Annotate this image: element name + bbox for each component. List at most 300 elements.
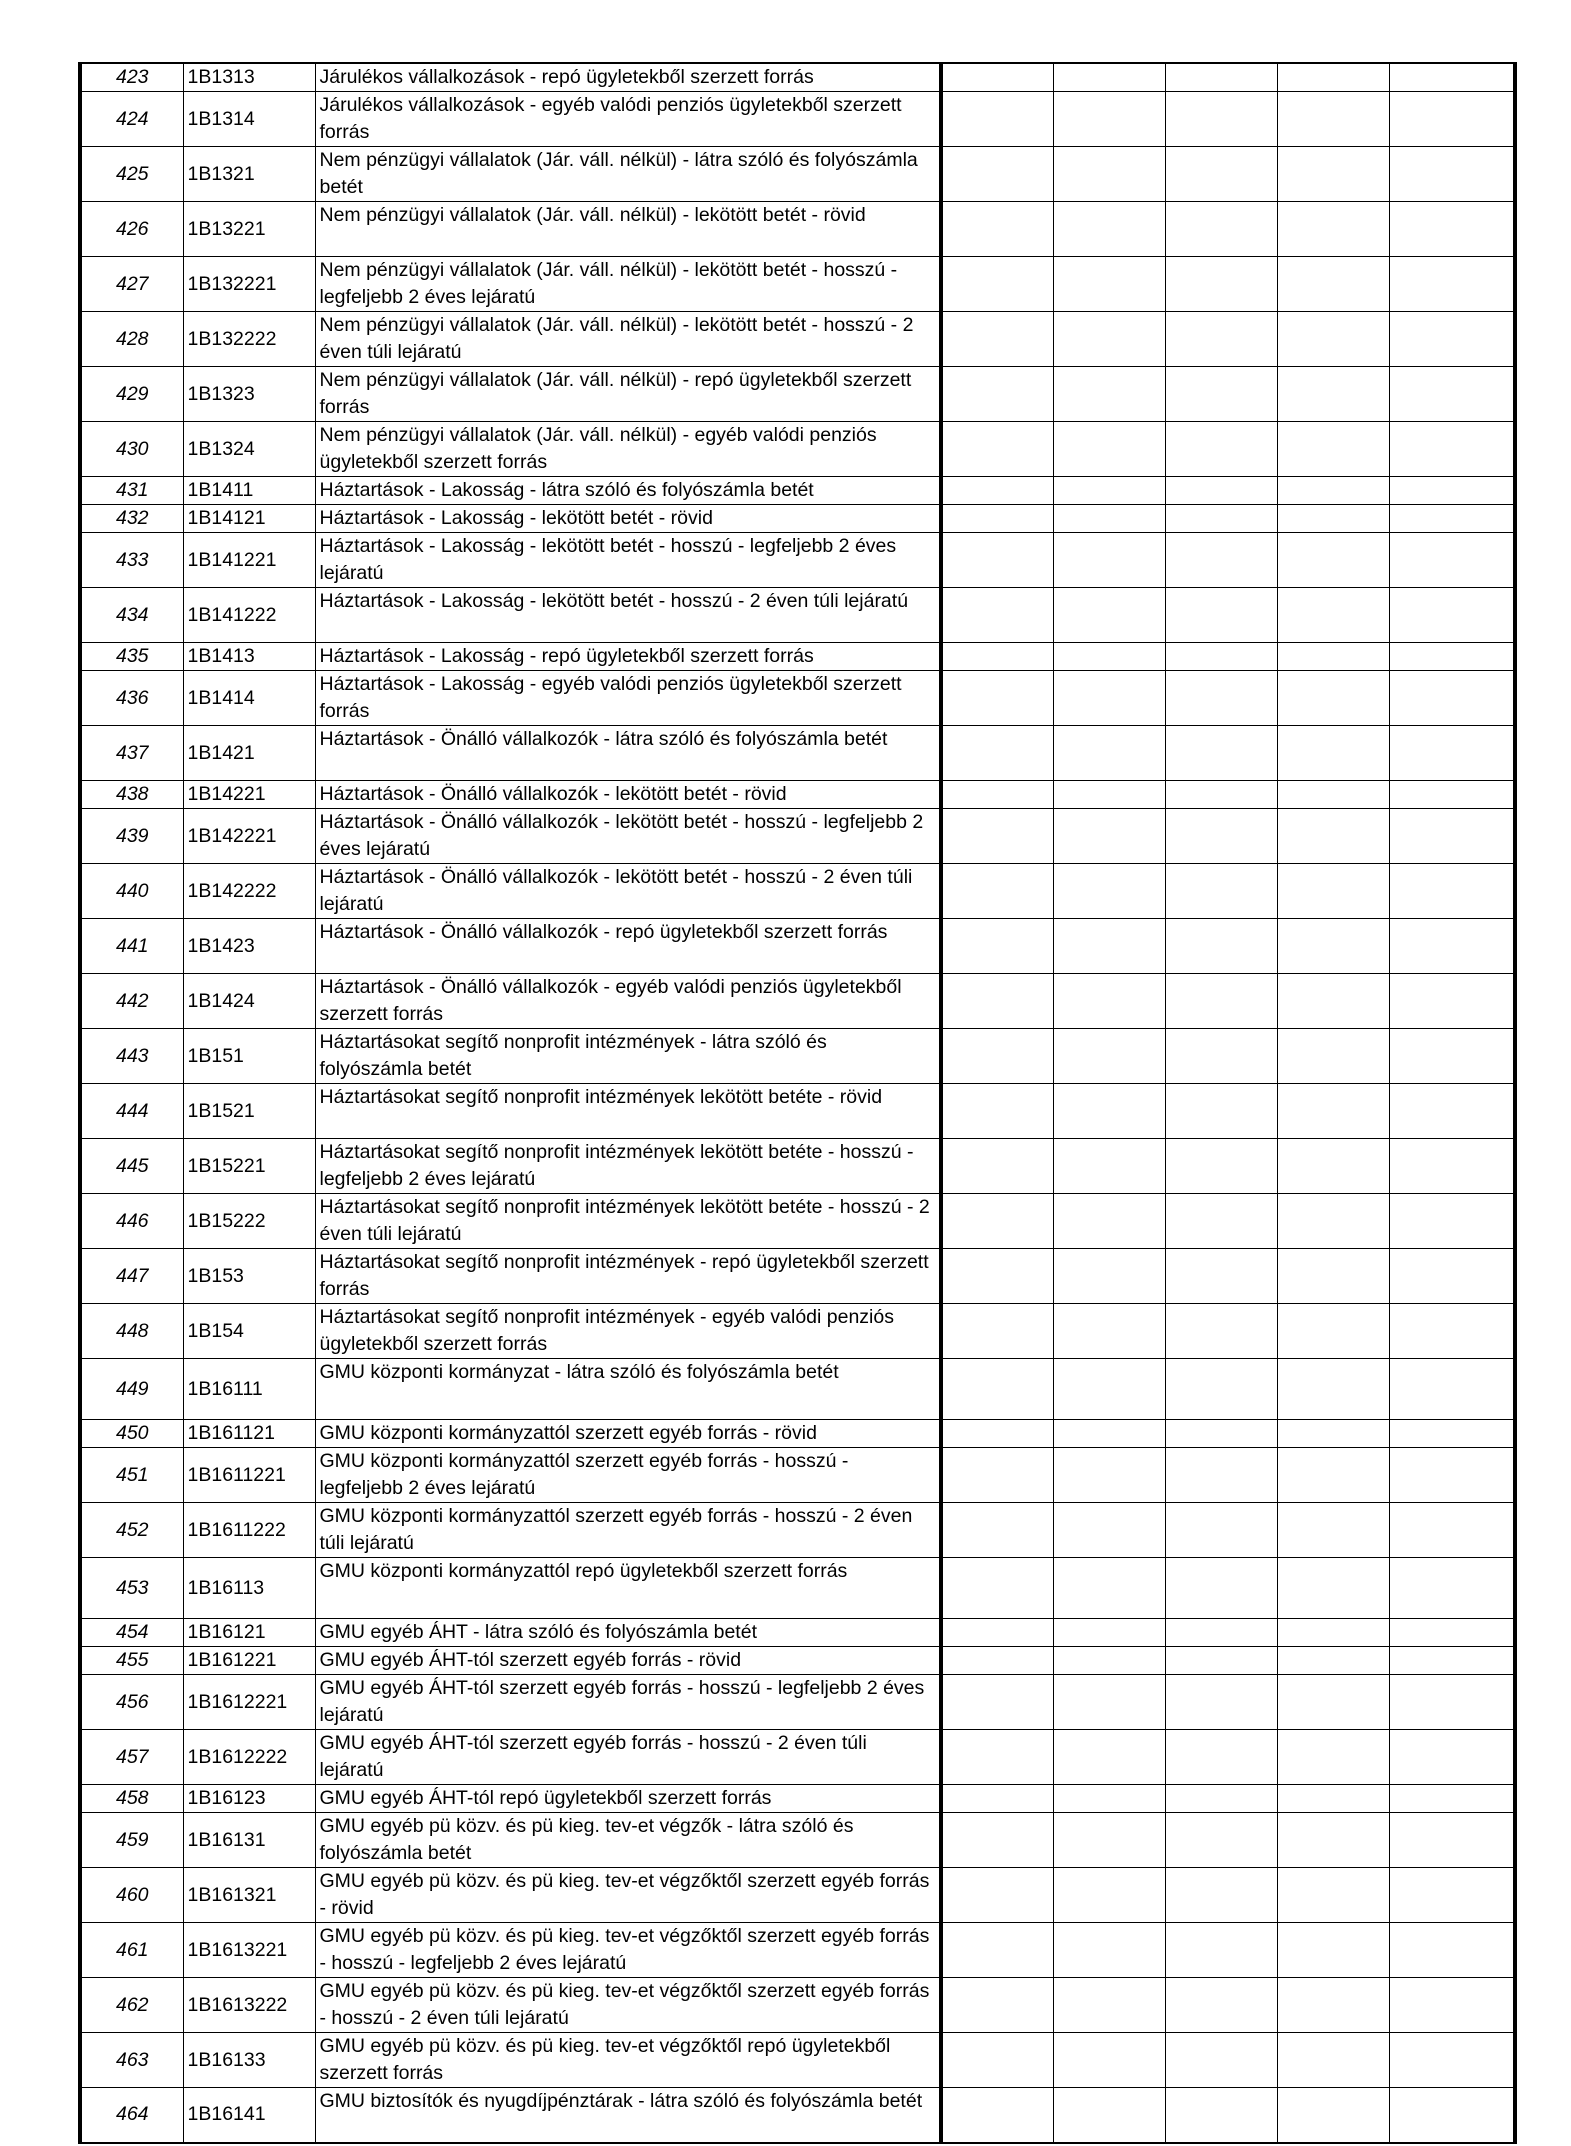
value-cell[interactable] [1389,781,1515,809]
value-cell[interactable] [1389,422,1515,477]
row-code: 1B16131 [183,1813,315,1868]
row-code: 1B16113 [183,1558,315,1619]
value-cell[interactable] [1165,1194,1277,1249]
row-code: 1B1613222 [183,1978,315,2033]
value-cell[interactable] [941,1503,1053,1558]
row-description: Háztartások - Önálló vállalkozók - lekötött betét - hosszú - 2 éven túli lejáratú [315,864,941,919]
value-cell[interactable] [1389,1420,1515,1448]
value-cell[interactable] [1277,533,1389,588]
value-cell[interactable] [941,202,1053,257]
value-cell[interactable] [1277,1619,1389,1647]
value-cell[interactable] [1389,1923,1515,1978]
value-cell[interactable] [941,974,1053,1029]
value-cell[interactable] [1165,588,1277,643]
row-number: 431 [80,477,183,505]
value-cell[interactable] [1165,202,1277,257]
value-cell[interactable] [1389,1448,1515,1503]
value-cell[interactable] [1053,974,1165,1029]
row-description: Háztartásokat segítő nonprofit intézmények lekötött betéte - rövid [315,1084,941,1139]
value-cell[interactable] [1053,809,1165,864]
value-cell[interactable] [1277,367,1389,422]
row-number: 442 [80,974,183,1029]
value-cell[interactable] [941,781,1053,809]
value-cell[interactable] [941,2033,1053,2088]
row-code: 1B1612221 [183,1675,315,1730]
table-row [80,1619,1515,1647]
value-cell[interactable] [1053,505,1165,533]
value-cell[interactable] [1165,312,1277,367]
value-cell[interactable] [1165,1359,1277,1420]
row-number: 423 [80,63,183,92]
value-cell[interactable] [1389,671,1515,726]
row-number: 425 [80,147,183,202]
value-cell[interactable] [1277,781,1389,809]
value-cell[interactable] [1277,147,1389,202]
value-cell[interactable] [1389,1084,1515,1139]
value-cell[interactable] [1389,919,1515,974]
value-cell[interactable] [1277,1194,1389,1249]
value-cell[interactable] [941,1923,1053,1978]
value-cell[interactable] [1389,588,1515,643]
table-row [80,1194,1515,1249]
value-cell[interactable] [1277,1813,1389,1868]
value-cell[interactable] [941,2088,1053,2143]
table-row [80,588,1515,643]
value-cell[interactable] [1053,1978,1165,2033]
value-cell[interactable] [941,1420,1053,1448]
value-cell[interactable] [1165,809,1277,864]
value-cell[interactable] [1165,671,1277,726]
row-description: Nem pénzügyi vállalatok (Jár. váll. nélkül) - látra szóló és folyószámla betét [315,147,941,202]
row-description: Háztartások - Lakosság - lekötött betét - rövid [315,505,941,533]
value-cell[interactable] [941,1868,1053,1923]
value-cell[interactable] [1053,1448,1165,1503]
value-cell[interactable] [1053,1813,1165,1868]
value-cell[interactable] [1165,781,1277,809]
value-cell[interactable] [1165,643,1277,671]
value-cell[interactable] [941,477,1053,505]
value-cell[interactable] [1165,63,1277,92]
row-number: 448 [80,1304,183,1359]
value-cell[interactable] [1277,671,1389,726]
value-cell[interactable] [1053,92,1165,147]
value-cell[interactable] [1053,1619,1165,1647]
value-cell[interactable] [1053,63,1165,92]
value-cell[interactable] [1389,202,1515,257]
value-cell[interactable] [941,671,1053,726]
table-row [80,864,1515,919]
value-cell[interactable] [1165,1558,1277,1619]
value-cell[interactable] [1277,1139,1389,1194]
value-cell[interactable] [1389,1029,1515,1084]
row-code: 1B13221 [183,202,315,257]
row-number: 460 [80,1868,183,1923]
value-cell[interactable] [1165,367,1277,422]
value-cell[interactable] [1165,2088,1277,2143]
row-number: 463 [80,2033,183,2088]
value-cell[interactable] [1277,1420,1389,1448]
value-cell[interactable] [941,312,1053,367]
value-cell[interactable] [941,1730,1053,1785]
value-cell[interactable] [941,588,1053,643]
row-description: GMU egyéb ÁHT - látra szóló és folyószámla betét [315,1619,941,1647]
value-cell[interactable] [1165,1503,1277,1558]
value-cell[interactable] [941,257,1053,312]
row-code: 1B154 [183,1304,315,1359]
value-cell[interactable] [1165,864,1277,919]
row-code: 1B161121 [183,1420,315,1448]
value-cell[interactable] [1277,1029,1389,1084]
value-cell[interactable] [941,1029,1053,1084]
value-cell[interactable] [1053,919,1165,974]
value-cell[interactable] [1053,1249,1165,1304]
table-row [80,974,1515,1029]
value-cell[interactable] [1053,147,1165,202]
value-cell[interactable] [1053,1029,1165,1084]
row-code: 1B16133 [183,2033,315,2088]
row-description: Háztartások - Lakosság - repó ügyletekből szerzett forrás [315,643,941,671]
value-cell[interactable] [1165,919,1277,974]
row-description: Nem pénzügyi vállalatok (Jár. váll. nélkül) - lekötött betét - rövid [315,202,941,257]
table-row [80,92,1515,147]
value-cell[interactable] [1053,643,1165,671]
value-cell[interactable] [1053,1868,1165,1923]
row-code: 1B1613221 [183,1923,315,1978]
value-cell[interactable] [1389,257,1515,312]
row-description: Háztartások - Önálló vállalkozók - egyéb valódi penziós ügyletekből szerzett forrás [315,974,941,1029]
value-cell[interactable] [1389,1249,1515,1304]
value-cell[interactable] [1165,974,1277,1029]
value-cell[interactable] [1389,2033,1515,2088]
value-cell[interactable] [1389,533,1515,588]
value-cell[interactable] [1053,1785,1165,1813]
value-cell[interactable] [941,643,1053,671]
value-cell[interactable] [1389,92,1515,147]
value-cell[interactable] [1165,257,1277,312]
table-row [80,643,1515,671]
value-cell[interactable] [1277,726,1389,781]
row-code: 1B151 [183,1029,315,1084]
row-code: 1B1611221 [183,1448,315,1503]
value-cell[interactable] [1389,643,1515,671]
value-cell[interactable] [1389,726,1515,781]
value-cell[interactable] [941,422,1053,477]
value-cell[interactable] [941,1558,1053,1619]
table-row [80,671,1515,726]
value-cell[interactable] [1389,505,1515,533]
value-cell[interactable] [1389,1813,1515,1868]
table-row [80,477,1515,505]
value-cell[interactable] [1389,974,1515,1029]
row-number: 439 [80,809,183,864]
value-cell[interactable] [1389,312,1515,367]
row-code: 1B1321 [183,147,315,202]
value-cell[interactable] [1389,1619,1515,1647]
value-cell[interactable] [1277,1868,1389,1923]
row-code: 1B14221 [183,781,315,809]
value-cell[interactable] [1053,2033,1165,2088]
value-cell[interactable] [1053,1675,1165,1730]
row-description: GMU központi kormányzattól szerzett egyéb forrás - rövid [315,1420,941,1448]
row-number: 464 [80,2088,183,2143]
table-row [80,1029,1515,1084]
value-cell[interactable] [1389,1304,1515,1359]
value-cell[interactable] [941,1084,1053,1139]
value-cell[interactable] [1053,2088,1165,2143]
value-cell[interactable] [1165,422,1277,477]
row-description: Járulékos vállalkozások - repó ügyletekből szerzett forrás [315,63,941,92]
value-cell[interactable] [941,1194,1053,1249]
table-row [80,505,1515,533]
value-cell[interactable] [1165,1923,1277,1978]
value-cell[interactable] [941,726,1053,781]
value-cell[interactable] [1053,864,1165,919]
value-cell[interactable] [941,1978,1053,2033]
value-cell[interactable] [941,1448,1053,1503]
table-row [80,1448,1515,1503]
value-cell[interactable] [1165,1619,1277,1647]
row-description: GMU egyéb ÁHT-tól szerzett egyéb forrás - hosszú - legfeljebb 2 éves lejáratú [315,1675,941,1730]
row-description: GMU egyéb pü közv. és pü kieg. tev-et végzők - látra szóló és folyószámla betét [315,1813,941,1868]
value-cell[interactable] [1053,533,1165,588]
value-cell[interactable] [1165,1249,1277,1304]
row-code: 1B1612222 [183,1730,315,1785]
value-cell[interactable] [1277,1730,1389,1785]
value-cell[interactable] [1165,1304,1277,1359]
value-cell[interactable] [1389,1139,1515,1194]
value-cell[interactable] [941,1139,1053,1194]
value-cell[interactable] [1389,1194,1515,1249]
value-cell[interactable] [1053,1420,1165,1448]
value-cell[interactable] [1053,202,1165,257]
value-cell[interactable] [1165,1420,1277,1448]
value-cell[interactable] [941,1813,1053,1868]
row-number: 446 [80,1194,183,1249]
value-cell[interactable] [1277,1923,1389,1978]
table-row [80,1503,1515,1558]
row-number: 444 [80,1084,183,1139]
value-cell[interactable] [1165,1139,1277,1194]
value-cell[interactable] [1165,147,1277,202]
table-row [80,1868,1515,1923]
row-code: 1B141222 [183,588,315,643]
value-cell[interactable] [1389,1675,1515,1730]
value-cell[interactable] [1053,1359,1165,1420]
value-cell[interactable] [941,505,1053,533]
value-cell[interactable] [941,809,1053,864]
value-cell[interactable] [1165,1813,1277,1868]
value-cell[interactable] [1277,1978,1389,2033]
table-row [80,63,1515,92]
value-cell[interactable] [1389,1868,1515,1923]
value-cell[interactable] [1277,1304,1389,1359]
value-cell[interactable] [1277,864,1389,919]
value-cell[interactable] [1053,1194,1165,1249]
value-cell[interactable] [1277,974,1389,1029]
value-cell[interactable] [1165,2033,1277,2088]
row-description: Háztartások - Lakosság - lekötött betét - hosszú - 2 éven túli lejáratú [315,588,941,643]
value-cell[interactable] [1277,202,1389,257]
value-cell[interactable] [1277,2088,1389,2143]
value-cell[interactable] [1277,257,1389,312]
value-cell[interactable] [1165,1978,1277,2033]
row-description: Háztartásokat segítő nonprofit intézmények - repó ügyletekből szerzett forrás [315,1249,941,1304]
row-code: 1B15221 [183,1139,315,1194]
row-number: 455 [80,1647,183,1675]
table-row [80,312,1515,367]
value-cell[interactable] [1277,919,1389,974]
value-cell[interactable] [1389,63,1515,92]
row-number: 459 [80,1813,183,1868]
row-number: 433 [80,533,183,588]
row-number: 441 [80,919,183,974]
value-cell[interactable] [1053,257,1165,312]
value-cell[interactable] [941,1249,1053,1304]
value-cell[interactable] [1053,367,1165,422]
value-cell[interactable] [1277,477,1389,505]
row-code: 1B142221 [183,809,315,864]
value-cell[interactable] [1277,643,1389,671]
value-cell[interactable] [1389,2088,1515,2143]
value-cell[interactable] [1277,92,1389,147]
value-cell[interactable] [1277,1448,1389,1503]
row-description: GMU egyéb pü közv. és pü kieg. tev-et végzőktől szerzett egyéb forrás - hosszú - legfeljebb 2 éves lejáratú [315,1923,941,1978]
table-row [80,919,1515,974]
value-cell[interactable] [1165,726,1277,781]
value-cell[interactable] [1277,312,1389,367]
value-cell[interactable] [1053,1084,1165,1139]
value-cell[interactable] [1165,1029,1277,1084]
table-row [80,1249,1515,1304]
table-row [80,1730,1515,1785]
value-cell[interactable] [1277,1558,1389,1619]
row-number: 452 [80,1503,183,1558]
row-description: GMU egyéb pü közv. és pü kieg. tev-et végzőktől szerzett egyéb forrás - rövid [315,1868,941,1923]
value-cell[interactable] [1389,477,1515,505]
value-cell[interactable] [1165,1785,1277,1813]
table-row [80,147,1515,202]
row-description: Háztartásokat segítő nonprofit intézmények - látra szóló és folyószámla betét [315,1029,941,1084]
value-cell[interactable] [1389,1558,1515,1619]
table-row [80,1304,1515,1359]
row-description: GMU egyéb ÁHT-tól repó ügyletekből szerzett forrás [315,1785,941,1813]
row-number: 436 [80,671,183,726]
table-row [80,1978,1515,2033]
value-cell[interactable] [1389,1978,1515,2033]
row-description: Háztartások - Lakosság - látra szóló és folyószámla betét [315,477,941,505]
value-cell[interactable] [1165,533,1277,588]
row-description: Nem pénzügyi vállalatok (Jár. váll. nélkül) - lekötött betét - hosszú - legfeljebb 2 éves lejáratú [315,257,941,312]
row-number: 437 [80,726,183,781]
value-cell[interactable] [1277,809,1389,864]
row-code: 1B1411 [183,477,315,505]
value-cell[interactable] [941,1304,1053,1359]
value-cell[interactable] [1277,1249,1389,1304]
value-cell[interactable] [1053,726,1165,781]
value-cell[interactable] [1165,477,1277,505]
row-number: 427 [80,257,183,312]
value-cell[interactable] [1277,1647,1389,1675]
value-cell[interactable] [1389,1785,1515,1813]
row-description: GMU egyéb ÁHT-tól szerzett egyéb forrás - rövid [315,1647,941,1675]
value-cell[interactable] [1389,809,1515,864]
value-cell[interactable] [941,92,1053,147]
row-description: Háztartásokat segítő nonprofit intézmények - egyéb valódi penziós ügyletekből szerzett forrás [315,1304,941,1359]
value-cell[interactable] [1053,1304,1165,1359]
value-cell[interactable] [1165,1647,1277,1675]
value-cell[interactable] [1165,1868,1277,1923]
value-cell[interactable] [941,533,1053,588]
value-cell[interactable] [1165,1730,1277,1785]
value-cell[interactable] [1277,1675,1389,1730]
value-cell[interactable] [941,864,1053,919]
value-cell[interactable] [1277,505,1389,533]
value-cell[interactable] [1165,1448,1277,1503]
value-cell[interactable] [1277,1503,1389,1558]
value-cell[interactable] [1165,1675,1277,1730]
row-code: 1B1314 [183,92,315,147]
value-cell[interactable] [1277,1084,1389,1139]
value-cell[interactable] [941,147,1053,202]
value-cell[interactable] [1389,1503,1515,1558]
value-cell[interactable] [1053,781,1165,809]
value-cell[interactable] [941,1359,1053,1420]
value-cell[interactable] [1053,671,1165,726]
row-code: 1B141221 [183,533,315,588]
value-cell[interactable] [1389,1730,1515,1785]
value-cell[interactable] [1277,1785,1389,1813]
value-cell[interactable] [1165,92,1277,147]
value-cell[interactable] [941,63,1053,92]
value-cell[interactable] [1053,312,1165,367]
value-cell[interactable] [941,919,1053,974]
value-cell[interactable] [1053,422,1165,477]
row-code: 1B15222 [183,1194,315,1249]
value-cell[interactable] [1165,1084,1277,1139]
value-cell[interactable] [1053,1647,1165,1675]
value-cell[interactable] [941,1647,1053,1675]
value-cell[interactable] [941,1785,1053,1813]
value-cell[interactable] [1389,147,1515,202]
value-cell[interactable] [1389,367,1515,422]
value-cell[interactable] [1389,1359,1515,1420]
value-cell[interactable] [1277,63,1389,92]
value-cell[interactable] [1053,1503,1165,1558]
value-cell[interactable] [1053,477,1165,505]
value-cell[interactable] [1277,2033,1389,2088]
value-cell[interactable] [941,1619,1053,1647]
value-cell[interactable] [1053,1730,1165,1785]
value-cell[interactable] [1277,588,1389,643]
value-cell[interactable] [1053,1558,1165,1619]
value-cell[interactable] [1389,1647,1515,1675]
row-number: 438 [80,781,183,809]
value-cell[interactable] [941,367,1053,422]
row-number: 462 [80,1978,183,2033]
value-cell[interactable] [1277,422,1389,477]
row-description: Háztartások - Önálló vállalkozók - lekötött betét - rövid [315,781,941,809]
row-code: 1B1423 [183,919,315,974]
value-cell[interactable] [1053,1139,1165,1194]
value-cell[interactable] [1053,1923,1165,1978]
row-code: 1B132222 [183,312,315,367]
value-cell[interactable] [941,1675,1053,1730]
table-row [80,1813,1515,1868]
value-cell[interactable] [1389,864,1515,919]
value-cell[interactable] [1165,505,1277,533]
value-cell[interactable] [1277,1359,1389,1420]
value-cell[interactable] [1053,588,1165,643]
